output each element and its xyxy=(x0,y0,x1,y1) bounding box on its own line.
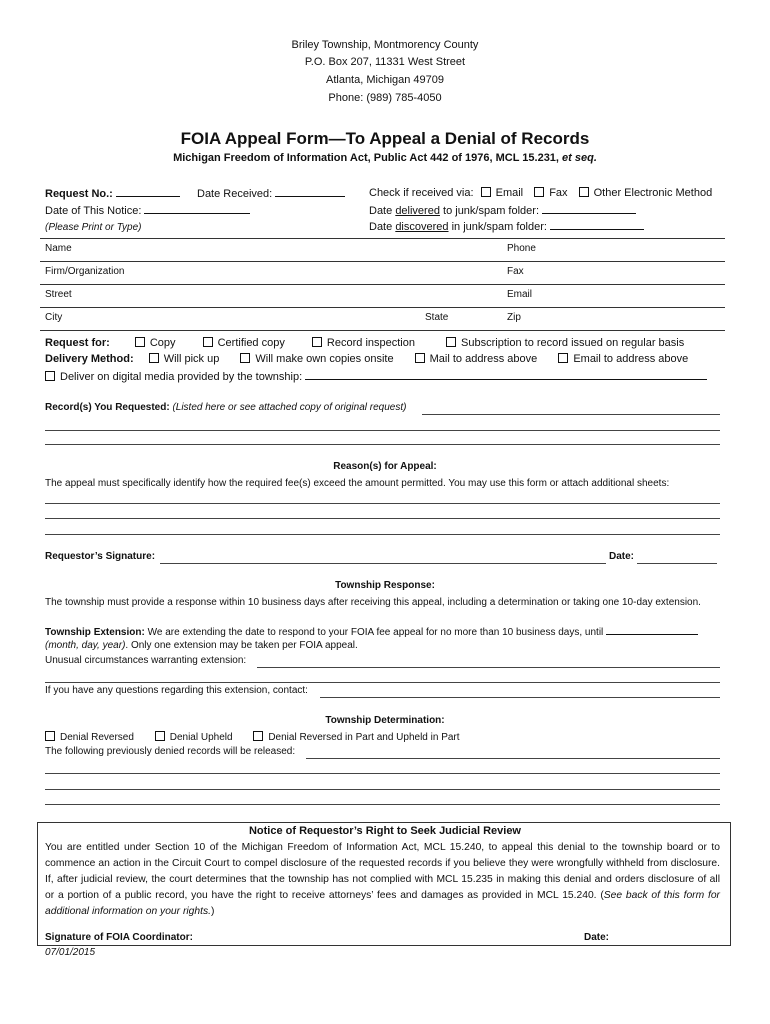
date-notice-field[interactable] xyxy=(144,204,250,214)
coordinator-date-label: Date: xyxy=(584,932,610,943)
via-other-label: Other Electronic Method xyxy=(593,187,713,199)
phone-label: Phone xyxy=(507,243,536,254)
address-line-4: Phone: (989) 785-4050 xyxy=(328,92,442,104)
partial-checkbox[interactable] xyxy=(253,731,263,741)
subscription-checkbox[interactable] xyxy=(446,337,456,347)
name-row[interactable] xyxy=(40,238,725,261)
notice-line-4 xyxy=(45,890,720,901)
date-discovered xyxy=(369,220,644,233)
page-title: FOIA Appeal Form—To Appeal a Denial of Records xyxy=(180,129,590,148)
extension-date-field[interactable] xyxy=(606,625,698,635)
upheld-checkbox[interactable] xyxy=(155,731,165,741)
via-fax-label: Fax xyxy=(549,187,568,199)
questions-label: If you have any questions regarding this extension, contact: xyxy=(45,685,308,696)
released-line-1[interactable] xyxy=(306,758,720,759)
copy-checkbox[interactable] xyxy=(135,337,145,347)
pickup-label: Will pick up xyxy=(163,353,220,365)
subscription-label: Subscription to record issued on regular basis xyxy=(461,337,685,349)
address-line-2: P.O. Box 207, 11331 West Street xyxy=(304,56,466,68)
notice-line-1: You are entitled under Section 10 of the Michigan Freedom of Information Act, MCL 15.240, to appeal this denial to the township board or to xyxy=(45,842,720,853)
questions-line[interactable] xyxy=(320,697,720,698)
request-for-label: Request for: xyxy=(45,337,110,349)
notice-line-2: commence an action in the Circuit Court to compel disclosure of the requested records if you believe they were wrongfully withheld from disclosure. xyxy=(45,858,720,869)
records-note: (Listed here or see attached copy of original request) xyxy=(172,402,407,413)
released-line-2[interactable] xyxy=(45,773,720,774)
firm-row[interactable] xyxy=(40,261,725,284)
date-notice xyxy=(45,204,250,217)
copy-label: Copy xyxy=(149,337,176,349)
street-row[interactable] xyxy=(40,284,725,307)
request-for xyxy=(45,337,684,349)
firm-label: Firm/Organization xyxy=(45,266,125,277)
response-heading: Township Response: xyxy=(335,580,435,591)
requestor-signature-line[interactable] xyxy=(160,563,606,564)
via-email-checkbox[interactable] xyxy=(481,187,491,197)
city-row[interactable] xyxy=(40,307,725,331)
pickup-checkbox[interactable] xyxy=(149,353,159,363)
extension-label: Township Extension: xyxy=(45,627,145,638)
certified-label: Certified copy xyxy=(217,337,285,349)
delivered-suffix: to junk/spam folder: xyxy=(443,205,540,217)
notice-line-4-text: or a portion of a public record, you have the right to receive attorneys’ fees and damages as provided in MCL 15.240. ( xyxy=(45,890,604,901)
email-delivery-label: Email to address above xyxy=(573,353,689,365)
discovered-suffix: in junk/spam folder: xyxy=(451,221,547,233)
address-line-1: Briley Township, Montmorency County xyxy=(291,39,479,51)
digital-checkbox[interactable] xyxy=(45,371,55,381)
requestor-date-label: Date: xyxy=(609,551,635,562)
print-note: (Please Print or Type) xyxy=(45,222,142,233)
unusual-line-1[interactable] xyxy=(257,667,720,668)
extension-note-line xyxy=(45,640,358,651)
inspection-label: Record inspection xyxy=(326,337,415,349)
notice-line-3: If, after judicial review, the court determines that the township has not complied with MCL 15.235 in making this denial and orders disclosure of all xyxy=(45,874,720,885)
email-label: Email xyxy=(507,289,533,300)
extension-note: . Only one extension may be taken per FOIA appeal. xyxy=(125,640,358,651)
notice-line-5 xyxy=(45,906,214,917)
inspection-checkbox[interactable] xyxy=(312,337,322,347)
determination-heading: Township Determination: xyxy=(325,715,445,726)
date-discovered-field[interactable] xyxy=(550,220,644,230)
date-received-field[interactable] xyxy=(275,187,345,197)
city-label: City xyxy=(45,312,63,323)
street-label: Street xyxy=(45,289,72,300)
released-line-4[interactable] xyxy=(45,804,720,805)
delivery-method xyxy=(45,353,688,365)
via-fax-checkbox[interactable] xyxy=(534,187,544,197)
certified-checkbox[interactable] xyxy=(203,337,213,347)
upheld-label: Denial Upheld xyxy=(169,732,233,743)
own-copies-checkbox[interactable] xyxy=(240,353,250,363)
reasons-heading: Reason(s) for Appeal: xyxy=(333,461,437,472)
reasons-line-2[interactable] xyxy=(45,518,720,519)
released-label: The following previously denied records will be released: xyxy=(45,746,296,757)
zip-label: Zip xyxy=(507,312,521,323)
date-delivered-field[interactable] xyxy=(542,204,636,214)
request-no-field[interactable] xyxy=(116,187,180,197)
extension-text: We are extending the date to respond to your FOIA fee appeal for no more than 10 business days, until xyxy=(147,627,604,638)
via-other-checkbox[interactable] xyxy=(579,187,589,197)
notice-heading: Notice of Requestor’s Right to Seek Judicial Review xyxy=(248,825,521,837)
unusual-line-2[interactable] xyxy=(45,682,720,683)
digital-field[interactable] xyxy=(305,370,707,380)
reasons-text: The appeal must specifically identify how the required fee(s) exceed the amount permitted. You may use this form or attach additional sheets: xyxy=(45,478,670,489)
records-requested xyxy=(45,402,406,413)
page-subtitle xyxy=(0,152,770,164)
mail-label: Mail to address above xyxy=(429,353,538,365)
requestor-date-line[interactable] xyxy=(637,563,717,564)
unusual-label: Unusual circumstances warranting extension: xyxy=(45,655,247,666)
date-received-label: Date Received: xyxy=(197,188,273,200)
date-received xyxy=(197,187,345,200)
date-delivered xyxy=(369,204,636,217)
extension-note-italic: (month, day, year) xyxy=(45,640,126,651)
name-label: Name xyxy=(45,243,72,254)
subtitle-text: Michigan Freedom of Information Act, Public Act 442 of 1976, MCL 15.231, xyxy=(173,152,559,164)
own-copies-label: Will make own copies onsite xyxy=(255,353,394,365)
notice-line-5-end: ) xyxy=(211,906,215,917)
reversed-label: Denial Reversed xyxy=(60,732,134,743)
extension-line xyxy=(45,625,698,638)
response-text: The township must provide a response within 10 business days after receiving this appeal, including a determination or taking one 10-day extension. xyxy=(45,597,701,608)
discovered-prefix: Date xyxy=(369,221,393,233)
notice-line-5-italic: additional information on your rights. xyxy=(45,906,211,917)
delivered-prefix: Date xyxy=(369,205,393,217)
requestor-signature-label: Requestor’s Signature: xyxy=(45,551,156,562)
notice-line-4-italic: See back of this form for xyxy=(603,890,720,901)
partial-label: Denial Reversed in Part and Upheld in Part xyxy=(268,732,460,743)
discovered-word: discovered xyxy=(395,221,449,233)
determination-options xyxy=(45,731,460,743)
digital-media xyxy=(45,370,707,383)
check-label: Check if received via: xyxy=(369,187,474,199)
reasons-line-3[interactable] xyxy=(45,534,720,535)
subtitle-italic: et seq. xyxy=(562,152,597,164)
digital-label: Deliver on digital media provided by the township: xyxy=(60,371,303,383)
records-line-3[interactable] xyxy=(45,444,720,445)
coordinator-signature-label: Signature of FOIA Coordinator: xyxy=(45,932,193,943)
delivery-label: Delivery Method: xyxy=(45,353,134,365)
date-notice-label: Date of This Notice: xyxy=(45,205,142,217)
address-line-3: Atlanta, Michigan 49709 xyxy=(325,74,445,86)
delivered-word: delivered xyxy=(395,205,440,217)
check-received-via xyxy=(369,187,712,199)
records-label: Record(s) You Requested: xyxy=(45,402,170,413)
fax-label: Fax xyxy=(507,266,524,277)
mail-checkbox[interactable] xyxy=(415,353,425,363)
email-delivery-checkbox[interactable] xyxy=(558,353,568,363)
request-no xyxy=(45,187,180,200)
footer-date: 07/01/2015 xyxy=(45,947,96,958)
records-line-1[interactable] xyxy=(422,414,720,415)
state-label: State xyxy=(425,312,449,323)
reversed-checkbox[interactable] xyxy=(45,731,55,741)
via-email-label: Email xyxy=(495,187,524,199)
reasons-line-1[interactable] xyxy=(45,503,720,504)
request-no-label: Request No.: xyxy=(45,188,113,200)
released-line-3[interactable] xyxy=(45,789,720,790)
records-line-2[interactable] xyxy=(45,430,720,431)
